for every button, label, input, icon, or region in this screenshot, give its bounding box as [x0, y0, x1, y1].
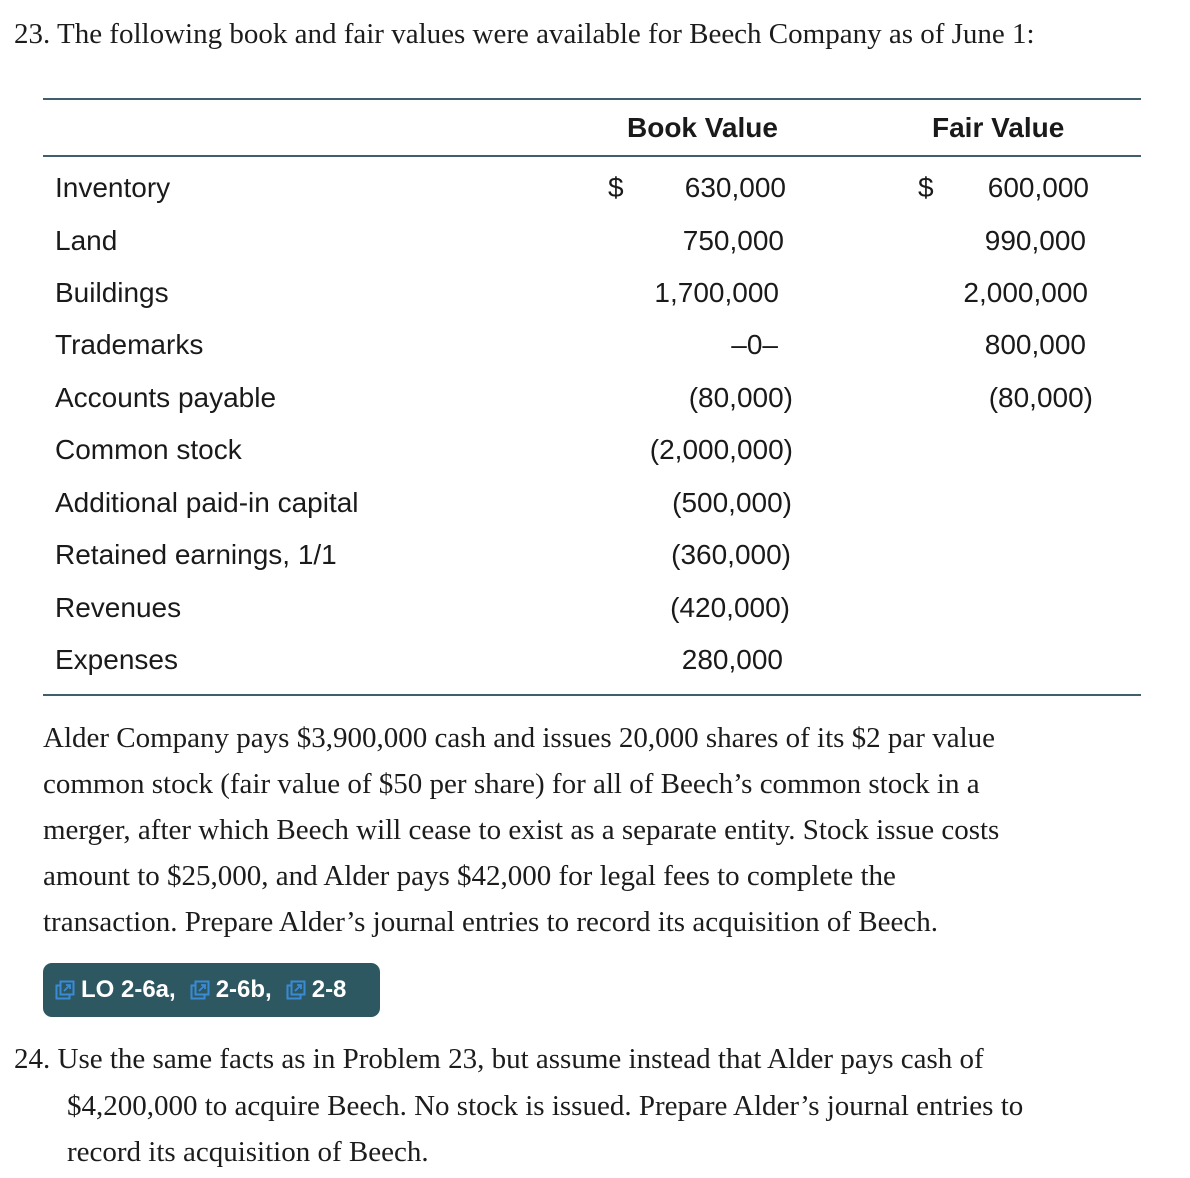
book-value-cell: (500,000): [672, 487, 792, 518]
paragraph-line: common stock (fair value of $50 per share) for all of Beech’s common stock in a: [43, 768, 980, 800]
book-value-cell: 280,000: [681, 644, 783, 675]
table-bottom-rule: [43, 694, 1141, 696]
paragraph-line: amount to $25,000, and Alder pays $42,000 for legal fees to complete the: [43, 860, 896, 892]
header-book-value: Book Value: [627, 112, 778, 143]
header-fair-value: Fair Value: [932, 112, 1065, 143]
external-link-icon[interactable]: [286, 980, 306, 1000]
table-top-rule: [43, 98, 1141, 100]
row-label: Inventory: [55, 172, 171, 203]
table-header-rule: [43, 155, 1141, 157]
row-label: Common stock: [55, 434, 242, 465]
row-label: Revenues: [55, 592, 182, 623]
fair-value-cell: (80,000): [988, 382, 1093, 413]
fair-currency-symbol: $: [918, 172, 934, 203]
lo-link[interactable]: LO 2-6a,: [81, 976, 176, 1003]
fair-value-cell: 600,000: [987, 172, 1089, 203]
book-currency-symbol: $: [608, 172, 624, 203]
book-value-cell: (360,000): [671, 539, 791, 570]
fair-value-cell: 990,000: [984, 225, 1086, 256]
row-label: Trademarks: [55, 329, 204, 360]
row-label: Buildings: [55, 277, 169, 308]
lo-link[interactable]: 2-6b,: [215, 976, 272, 1003]
lo-link[interactable]: 2-8: [311, 976, 347, 1003]
book-value-cell: 1,700,000: [654, 277, 779, 308]
problem-24-line: $4,200,000 to acquire Beech. No stock is issued. Prepare Alder’s journal entries to: [67, 1090, 1024, 1122]
book-value-cell: –0–: [731, 329, 778, 360]
learning-objectives-badge: [43, 963, 380, 1017]
row-label: Additional paid-in capital: [55, 487, 359, 518]
book-value-cell: 630,000: [684, 172, 786, 203]
external-link-icon[interactable]: [55, 980, 75, 1000]
row-label: Expenses: [55, 644, 178, 675]
problem-24-line: record its acquisition of Beech.: [67, 1136, 429, 1168]
row-label: Land: [55, 225, 118, 256]
book-value-cell: (80,000): [688, 382, 793, 413]
paragraph-line: merger, after which Beech will cease to exist as a separate entity. Stock issue costs: [43, 814, 1000, 846]
paragraph-line: transaction. Prepare Alder’s journal entries to record its acquisition of Beech.: [43, 906, 938, 938]
problem-23-intro: 23. The following book and fair values were available for Beech Company as of June 1:: [14, 18, 1035, 50]
book-value-cell: (420,000): [670, 592, 790, 623]
fair-value-cell: 2,000,000: [963, 277, 1088, 308]
row-label: Retained earnings, 1/1: [55, 539, 337, 570]
book-value-cell: 750,000: [682, 225, 784, 256]
book-value-cell: (2,000,000): [649, 434, 793, 465]
problem-24-line: 24. Use the same facts as in Problem 23, but assume instead that Alder pays cash of: [14, 1043, 984, 1075]
paragraph-line: Alder Company pays $3,900,000 cash and issues 20,000 shares of its $2 par value: [43, 722, 996, 754]
row-label: Accounts payable: [55, 382, 277, 413]
external-link-icon[interactable]: [190, 980, 210, 1000]
fair-value-cell: 800,000: [984, 329, 1086, 360]
